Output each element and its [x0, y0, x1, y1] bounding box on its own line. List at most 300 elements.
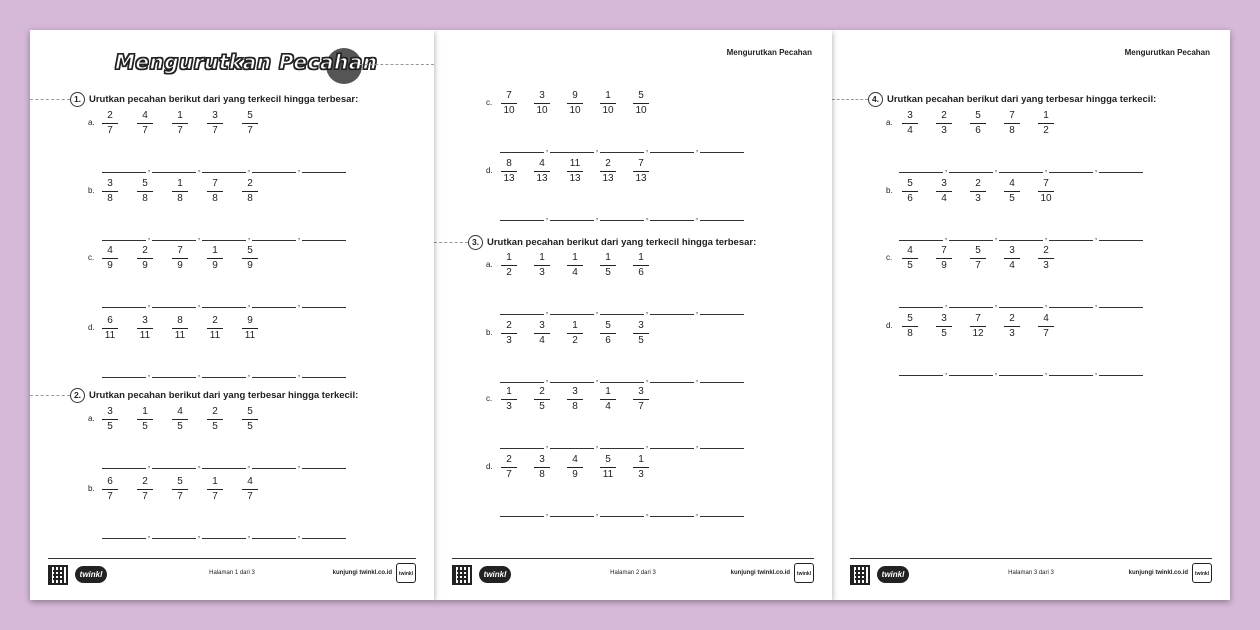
- numerator: 7: [970, 313, 986, 327]
- denominator: 2: [506, 267, 512, 278]
- numerator: 5: [902, 178, 918, 192]
- fraction: [172, 178, 188, 205]
- answer-blank[interactable]: [102, 233, 146, 241]
- separator-comma: ,: [545, 211, 549, 221]
- answer-blank[interactable]: [550, 213, 594, 221]
- answer-blank[interactable]: [102, 300, 146, 308]
- denominator: 9: [572, 469, 578, 480]
- fraction: [633, 158, 649, 185]
- fraction: [501, 320, 517, 347]
- answer-blank[interactable]: [500, 213, 544, 221]
- numerator: 1: [501, 386, 517, 400]
- denominator: 5: [142, 421, 148, 432]
- fraction: [902, 245, 918, 272]
- separator-comma: ,: [595, 439, 599, 449]
- fraction: [970, 178, 986, 205]
- separator-comma: ,: [695, 507, 699, 517]
- answer-blank[interactable]: [700, 307, 744, 315]
- answer-blank[interactable]: [550, 375, 594, 383]
- answer-blank[interactable]: [650, 509, 694, 517]
- answer-blank[interactable]: [949, 368, 993, 376]
- separator-comma: ,: [1094, 366, 1098, 376]
- answer-blank[interactable]: [899, 368, 943, 376]
- answer-blank[interactable]: [600, 307, 644, 315]
- numerator: 2: [242, 178, 258, 192]
- fraction-row: [486, 454, 786, 544]
- answer-blank[interactable]: [302, 531, 346, 539]
- answer-blank[interactable]: [202, 233, 246, 241]
- numerator: 5: [902, 313, 918, 327]
- numerator: 4: [242, 476, 258, 490]
- answer-blank[interactable]: [550, 441, 594, 449]
- answer-blank[interactable]: [600, 509, 644, 517]
- denominator: 4: [605, 401, 611, 412]
- numerator: 2: [970, 178, 986, 192]
- fraction: [137, 476, 153, 503]
- separator-comma: ,: [695, 439, 699, 449]
- answer-blank[interactable]: [152, 531, 196, 539]
- answer-blank[interactable]: [700, 375, 744, 383]
- question-number: 3.: [468, 235, 483, 250]
- fraction: [567, 454, 583, 481]
- numerator: 9: [242, 315, 258, 329]
- quality-badge-icon: twinkl: [396, 563, 416, 583]
- row-letter: a.: [88, 118, 95, 127]
- row-letter: b.: [486, 328, 493, 337]
- numerator: 7: [172, 245, 188, 259]
- denominator: 5: [177, 421, 183, 432]
- denominator: 11: [209, 330, 221, 341]
- answer-blank[interactable]: [202, 531, 246, 539]
- fraction: [207, 476, 223, 503]
- denominator: 3: [539, 267, 545, 278]
- question-number: 1.: [70, 92, 85, 107]
- fraction: [1038, 178, 1054, 205]
- page-title: Mengurutkan Pecahan: [115, 50, 378, 74]
- numerator: 1: [534, 252, 550, 266]
- separator-comma: ,: [1044, 298, 1048, 308]
- answer-blank[interactable]: [899, 300, 943, 308]
- answer-blank[interactable]: [500, 307, 544, 315]
- separator-comma: ,: [297, 529, 301, 539]
- answer-blank[interactable]: [1049, 368, 1093, 376]
- fraction: [102, 245, 118, 272]
- denominator: 5: [638, 335, 644, 346]
- fraction: [633, 386, 649, 413]
- answer-blank[interactable]: [152, 461, 196, 469]
- separator-comma: ,: [247, 459, 251, 469]
- answer-blank[interactable]: [1049, 300, 1093, 308]
- question-text: Urutkan pecahan berikut dari yang terkecil hingga terbesar:: [89, 94, 359, 105]
- numerator: 3: [207, 110, 223, 124]
- answer-blank[interactable]: [999, 165, 1043, 173]
- question-number: 4.: [868, 92, 883, 107]
- denominator: 4: [1009, 260, 1015, 271]
- fraction: [936, 245, 952, 272]
- answer-blank[interactable]: [650, 145, 694, 153]
- denominator: 9: [941, 260, 947, 271]
- separator-comma: ,: [645, 305, 649, 315]
- answer-blank[interactable]: [600, 145, 644, 153]
- answer-blanks: [899, 299, 1143, 308]
- answer-blank[interactable]: [500, 145, 544, 153]
- denominator: 4: [572, 267, 578, 278]
- denominator: 9: [247, 260, 253, 271]
- answer-blank[interactable]: [500, 375, 544, 383]
- fraction: [207, 245, 223, 272]
- answer-blanks: [899, 232, 1143, 241]
- numerator: 2: [534, 386, 550, 400]
- answer-blanks: [102, 164, 346, 173]
- answer-blank[interactable]: [102, 461, 146, 469]
- question-text: Urutkan pecahan berikut dari yang terkecil hingga terbesar:: [487, 237, 757, 248]
- numerator: 2: [102, 110, 118, 124]
- denominator: 8: [247, 193, 253, 204]
- page-header: Mengurutkan Pecahan: [1124, 48, 1210, 57]
- fraction: [172, 110, 188, 137]
- separator-comma: ,: [247, 298, 251, 308]
- numerator: 1: [567, 252, 583, 266]
- numerator: 6: [102, 476, 118, 490]
- denominator: 6: [907, 193, 913, 204]
- answer-blank[interactable]: [899, 165, 943, 173]
- separator-comma: ,: [197, 529, 201, 539]
- numerator: 8: [172, 315, 188, 329]
- divider: [30, 395, 70, 396]
- page-footer: [850, 558, 1212, 588]
- answer-blank[interactable]: [550, 509, 594, 517]
- answer-blank[interactable]: [1099, 165, 1143, 173]
- fraction: [137, 110, 153, 137]
- fraction: [936, 110, 952, 137]
- numerator: 2: [207, 406, 223, 420]
- fraction: [600, 454, 616, 481]
- numerator: 7: [1038, 178, 1054, 192]
- denominator: 7: [506, 469, 512, 480]
- visit-link[interactable]: kunjungi twinkl.co.id: [730, 570, 790, 576]
- fraction: [1004, 110, 1020, 137]
- numerator: 3: [534, 90, 550, 104]
- visit-link[interactable]: kunjungi twinkl.co.id: [1128, 570, 1188, 576]
- answer-blank[interactable]: [252, 233, 296, 241]
- numerator: 6: [102, 315, 118, 329]
- numerator: 1: [501, 252, 517, 266]
- fraction: [501, 158, 517, 185]
- separator-comma: ,: [944, 298, 948, 308]
- worksheet-page-3: [832, 30, 1230, 600]
- answer-blank[interactable]: [999, 233, 1043, 241]
- separator-comma: ,: [645, 211, 649, 221]
- numerator: 11: [567, 158, 583, 172]
- numerator: 4: [902, 245, 918, 259]
- fraction: [1004, 178, 1020, 205]
- row-letter: a.: [886, 118, 893, 127]
- answer-blank[interactable]: [302, 300, 346, 308]
- numerator: 7: [501, 90, 517, 104]
- answer-blank[interactable]: [302, 233, 346, 241]
- answer-blank[interactable]: [899, 233, 943, 241]
- separator-comma: ,: [695, 305, 699, 315]
- denominator: 2: [572, 335, 578, 346]
- answer-blank[interactable]: [252, 370, 296, 378]
- answer-blank[interactable]: [202, 300, 246, 308]
- denominator: 7: [177, 125, 183, 136]
- answer-blank[interactable]: [102, 370, 146, 378]
- fraction: [600, 320, 616, 347]
- numerator: 3: [102, 178, 118, 192]
- answer-blank[interactable]: [650, 375, 694, 383]
- answer-blank[interactable]: [202, 461, 246, 469]
- divider: [30, 99, 70, 100]
- fraction: [633, 454, 649, 481]
- answer-blank[interactable]: [202, 370, 246, 378]
- fraction: [902, 110, 918, 137]
- answer-blank[interactable]: [252, 165, 296, 173]
- row-letter: c.: [486, 394, 493, 403]
- denominator: 6: [605, 335, 611, 346]
- question-heading: [868, 92, 1156, 107]
- question-text: Urutkan pecahan berikut dari yang terbesar hingga terkecil:: [887, 94, 1157, 105]
- fraction: [242, 245, 258, 272]
- denominator: 8: [539, 469, 545, 480]
- denominator: 7: [107, 125, 113, 136]
- row-letter: d.: [886, 321, 893, 330]
- separator-comma: ,: [595, 211, 599, 221]
- numerator: 9: [567, 90, 583, 104]
- answer-blank[interactable]: [700, 145, 744, 153]
- denominator: 4: [907, 125, 913, 136]
- answer-blank[interactable]: [650, 213, 694, 221]
- answer-blank[interactable]: [700, 509, 744, 517]
- fraction: [137, 406, 153, 433]
- answer-blank[interactable]: [999, 368, 1043, 376]
- answer-blank[interactable]: [1099, 300, 1143, 308]
- denominator: 12: [972, 328, 984, 339]
- fraction: [633, 320, 649, 347]
- denominator: 7: [212, 125, 218, 136]
- denominator: 8: [907, 328, 913, 339]
- numerator: 1: [137, 406, 153, 420]
- answer-blank[interactable]: [252, 300, 296, 308]
- separator-comma: ,: [197, 231, 201, 241]
- worksheet-page-1: [30, 30, 434, 600]
- answer-blanks: [500, 144, 744, 153]
- separator-comma: ,: [247, 163, 251, 173]
- numerator: 5: [242, 406, 258, 420]
- denominator: 4: [941, 193, 947, 204]
- answer-blank[interactable]: [949, 233, 993, 241]
- separator-comma: ,: [197, 163, 201, 173]
- answer-blanks: [500, 508, 744, 517]
- denominator: 11: [139, 330, 151, 341]
- denominator: 8: [212, 193, 218, 204]
- numerator: 3: [102, 406, 118, 420]
- separator-comma: ,: [994, 231, 998, 241]
- answer-blank[interactable]: [650, 307, 694, 315]
- answer-blank[interactable]: [600, 213, 644, 221]
- answer-blank[interactable]: [600, 375, 644, 383]
- answer-blank[interactable]: [152, 370, 196, 378]
- answer-blank[interactable]: [949, 165, 993, 173]
- answer-blank[interactable]: [650, 441, 694, 449]
- numerator: 5: [600, 454, 616, 468]
- quality-badge-icon: twinkl: [1192, 563, 1212, 583]
- denominator: 11: [174, 330, 186, 341]
- numerator: 3: [567, 386, 583, 400]
- answer-blank[interactable]: [1049, 165, 1093, 173]
- separator-comma: ,: [645, 507, 649, 517]
- denominator: 5: [212, 421, 218, 432]
- fraction: [600, 158, 616, 185]
- answer-blank[interactable]: [302, 370, 346, 378]
- answer-blanks: [102, 232, 346, 241]
- answer-blanks: [500, 212, 744, 221]
- answer-blanks: [102, 530, 346, 539]
- separator-comma: ,: [545, 439, 549, 449]
- fraction: [1038, 313, 1054, 340]
- fraction: [137, 245, 153, 272]
- answer-blank[interactable]: [302, 461, 346, 469]
- numerator: 1: [172, 178, 188, 192]
- twinkl-logo[interactable]: twinkl: [877, 566, 909, 583]
- fraction: [207, 315, 223, 342]
- numerator: 5: [633, 90, 649, 104]
- denominator: 10: [635, 105, 647, 116]
- answer-blank[interactable]: [152, 165, 196, 173]
- denominator: 11: [244, 330, 256, 341]
- fraction: [534, 386, 550, 413]
- denominator: 13: [503, 173, 515, 184]
- separator-comma: ,: [197, 298, 201, 308]
- fraction: [902, 178, 918, 205]
- denominator: 10: [1040, 193, 1052, 204]
- answer-blank[interactable]: [500, 441, 544, 449]
- denominator: 5: [605, 267, 611, 278]
- denominator: 6: [975, 125, 981, 136]
- answer-blank[interactable]: [1099, 233, 1143, 241]
- separator-comma: ,: [994, 163, 998, 173]
- denominator: 9: [212, 260, 218, 271]
- fraction-row: [886, 313, 1186, 403]
- numerator: 4: [102, 245, 118, 259]
- answer-blank[interactable]: [949, 300, 993, 308]
- separator-comma: ,: [545, 305, 549, 315]
- numerator: 2: [137, 245, 153, 259]
- separator-comma: ,: [645, 373, 649, 383]
- answer-blank[interactable]: [302, 165, 346, 173]
- numerator: 2: [207, 315, 223, 329]
- answer-blank[interactable]: [1049, 233, 1093, 241]
- answer-blank[interactable]: [102, 531, 146, 539]
- separator-comma: ,: [595, 143, 599, 153]
- fraction: [102, 476, 118, 503]
- fraction: [242, 315, 258, 342]
- separator-comma: ,: [545, 507, 549, 517]
- separator-comma: ,: [247, 529, 251, 539]
- denominator: 5: [247, 421, 253, 432]
- denominator: 3: [506, 335, 512, 346]
- answer-blank[interactable]: [550, 307, 594, 315]
- numerator: 7: [936, 245, 952, 259]
- row-letter: c.: [886, 253, 893, 262]
- numerator: 1: [633, 454, 649, 468]
- denominator: 3: [1009, 328, 1015, 339]
- denominator: 10: [503, 105, 515, 116]
- twinkl-logo[interactable]: twinkl: [75, 566, 107, 583]
- separator-comma: ,: [197, 368, 201, 378]
- denominator: 13: [569, 173, 581, 184]
- fraction: [567, 320, 583, 347]
- numerator: 3: [936, 178, 952, 192]
- numerator: 2: [501, 454, 517, 468]
- answer-blank[interactable]: [999, 300, 1043, 308]
- row-letter: b.: [88, 484, 95, 493]
- numerator: 1: [600, 252, 616, 266]
- denominator: 8: [177, 193, 183, 204]
- answer-blank[interactable]: [152, 233, 196, 241]
- fraction: [534, 320, 550, 347]
- answer-blanks: [500, 374, 744, 383]
- numerator: 3: [936, 313, 952, 327]
- fraction: [102, 315, 118, 342]
- numerator: 3: [633, 386, 649, 400]
- answer-blank[interactable]: [700, 441, 744, 449]
- separator-comma: ,: [645, 143, 649, 153]
- page-header: Mengurutkan Pecahan: [726, 48, 812, 57]
- fraction: [534, 158, 550, 185]
- fraction: [137, 178, 153, 205]
- denominator: 10: [569, 105, 581, 116]
- answer-blank[interactable]: [152, 300, 196, 308]
- page-number: Halaman 2 dari 3: [610, 570, 656, 576]
- numerator: 5: [242, 245, 258, 259]
- question-text: Urutkan pecahan berikut dari yang terbesar hingga terkecil:: [89, 390, 359, 401]
- separator-comma: ,: [147, 529, 151, 539]
- fraction: [970, 110, 986, 137]
- answer-blank[interactable]: [500, 509, 544, 517]
- fraction: [1004, 313, 1020, 340]
- answer-blank[interactable]: [102, 165, 146, 173]
- numerator: 3: [137, 315, 153, 329]
- answer-blank[interactable]: [700, 213, 744, 221]
- answer-blank[interactable]: [550, 145, 594, 153]
- separator-comma: ,: [147, 163, 151, 173]
- denominator: 8: [142, 193, 148, 204]
- answer-blank[interactable]: [252, 531, 296, 539]
- numerator: 2: [600, 158, 616, 172]
- fraction: [633, 252, 649, 279]
- separator-comma: ,: [595, 305, 599, 315]
- separator-comma: ,: [1094, 298, 1098, 308]
- fraction: [567, 386, 583, 413]
- denominator: 7: [638, 401, 644, 412]
- answer-blank[interactable]: [202, 165, 246, 173]
- answer-blank[interactable]: [600, 441, 644, 449]
- visit-link[interactable]: kunjungi twinkl.co.id: [332, 570, 392, 576]
- answer-blank[interactable]: [252, 461, 296, 469]
- separator-comma: ,: [247, 368, 251, 378]
- numerator: 5: [137, 178, 153, 192]
- answer-blanks: [899, 164, 1143, 173]
- numerator: 3: [534, 454, 550, 468]
- answer-blank[interactable]: [1099, 368, 1143, 376]
- separator-comma: ,: [944, 231, 948, 241]
- fraction: [242, 178, 258, 205]
- fraction: [567, 90, 583, 117]
- fraction: [242, 110, 258, 137]
- twinkl-logo[interactable]: twinkl: [479, 566, 511, 583]
- fraction: [242, 406, 258, 433]
